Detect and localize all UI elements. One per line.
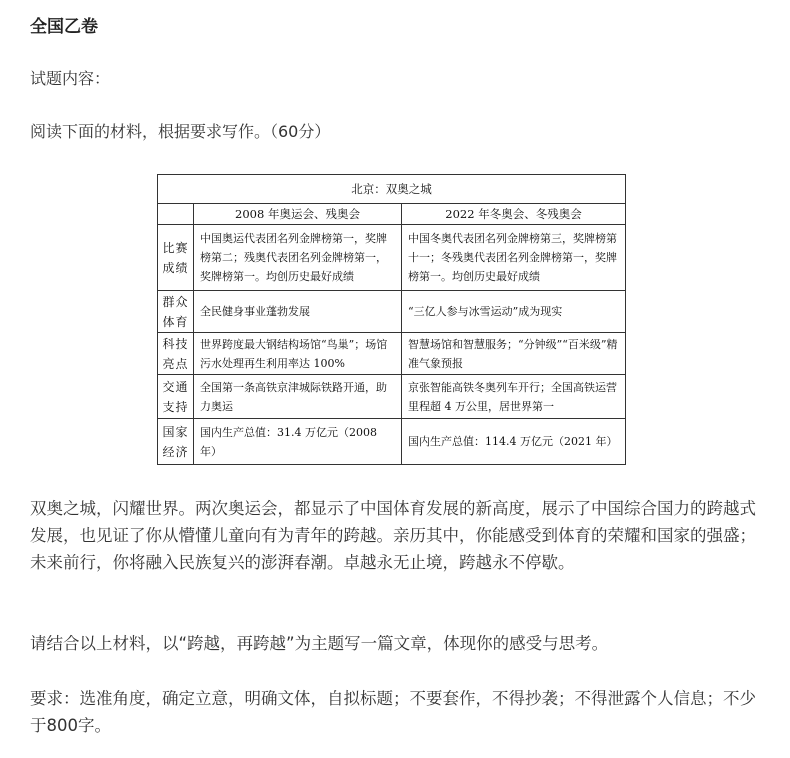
column-header-2022: 2022 年冬奥会、冬残奥会 — [402, 204, 626, 225]
writing-instruction: 阅读下面的材料，根据要求写作。（60分） — [30, 122, 331, 141]
material-table-image — [157, 174, 625, 465]
table-cell: 中国奥运代表团名列金牌榜第一，奖牌榜第二；残奥代表团名列金牌榜第一，奖牌榜第一。均创历史最好成绩 — [194, 225, 402, 291]
column-header-2008: 2008 年奥运会、残奥会 — [194, 204, 402, 225]
writing-prompt: 请结合以上材料，以“跨越，再跨越”为主题写一篇文章，体现你的感受与思考。 — [30, 634, 609, 653]
table-cell: 世界跨度最大钢结构场馆“鸟巢”；场馆污水处理再生利用率达 100% — [194, 333, 402, 375]
table-header-row — [158, 204, 626, 225]
table-cell: 智慧场馆和智慧服务；“分钟级”“百米级”精准气象预报 — [402, 333, 626, 375]
row-header: 群众 体育 — [158, 291, 194, 333]
writing-requirements: 要求：选准角度，确定立意，明确文体，自拟标题；不要套作，不得抄袭；不得泄露个人信息；不少于800字。 — [30, 689, 756, 735]
table-caption: 北京：双奥之城 — [158, 175, 626, 204]
table-cell: 全国第一条高铁京津城际铁路开通，助力奥运 — [194, 375, 402, 419]
row-header: 国家 经济 — [158, 419, 194, 465]
table-row — [158, 291, 626, 333]
table-cell: 京张智能高铁冬奥列车开行；全国高铁运营里程超 4 万公里，居世界第一 — [402, 375, 626, 419]
exam-title: 全国乙卷 — [30, 17, 98, 37]
table-row — [158, 225, 626, 291]
table-cell: 国内生产总值：31.4 万亿元（2008 年） — [194, 419, 402, 465]
table-cell: 中国冬奥代表团名列金牌榜第三，奖牌榜第十一；冬残奥代表团名列金牌榜第一，奖牌榜第一。均创历史最好成绩 — [402, 225, 626, 291]
table-row — [158, 375, 626, 419]
material-paragraph: 双奥之城，闪耀世界。两次奥运会，都显示了中国体育发展的新高度，展示了中国综合国力的跨越式发展，也见证了你从懵懂儿童向有为青年的跨越。亲历其中，你能感受到体育的荣耀和国家的强盛；未来前行，你将融入民族复兴的澎湃春潮。卓越永无止境，跨越永不停歇。 — [30, 499, 756, 572]
row-header: 科技 亮点 — [158, 333, 194, 375]
table-cell: 国内生产总值：114.4 万亿元（2021 年） — [402, 419, 626, 465]
content-label: 试题内容： — [30, 69, 111, 88]
material-table — [157, 174, 626, 465]
table-cell: 全民健身事业蓬勃发展 — [194, 291, 402, 333]
table-row — [158, 333, 626, 375]
table-row — [158, 419, 626, 465]
row-header: 比赛 成绩 — [158, 225, 194, 291]
row-header: 交通 支持 — [158, 375, 194, 419]
table-corner-cell — [158, 204, 194, 225]
table-caption-row — [158, 175, 626, 204]
table-cell: “三亿人参与冰雪运动”成为现实 — [402, 291, 626, 333]
